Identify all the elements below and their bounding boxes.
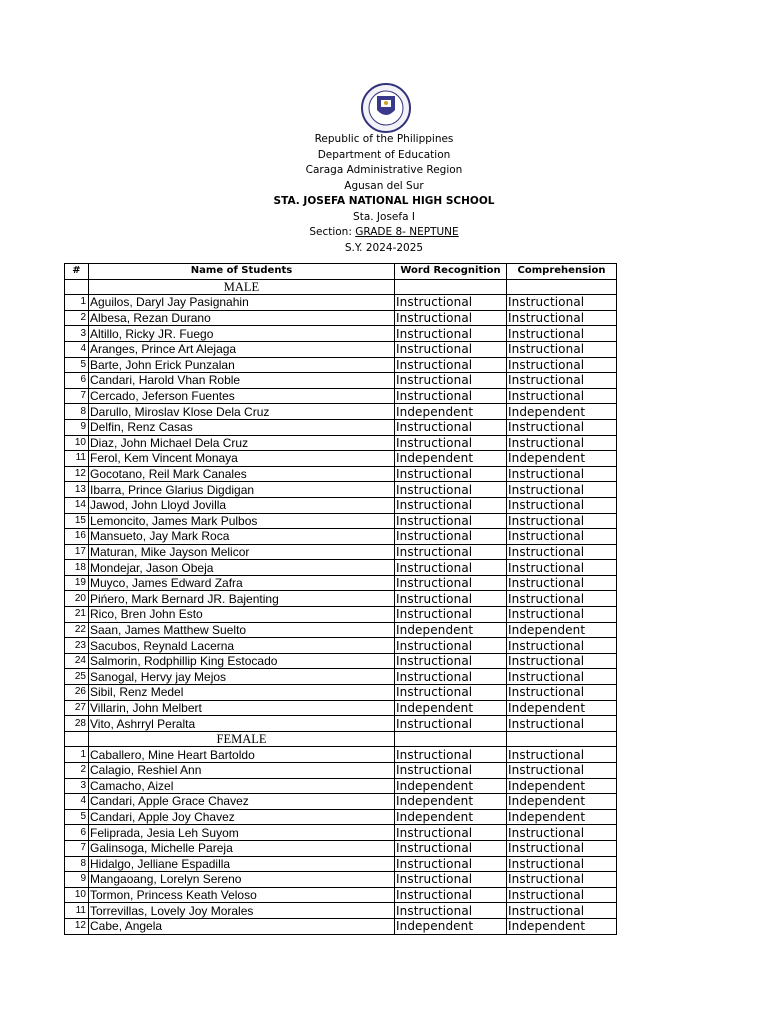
word-recognition-level: Instructional <box>395 497 507 513</box>
word-recognition-level: Instructional <box>395 653 507 669</box>
student-name: Camacho, Aizel <box>89 778 395 794</box>
column-header-comprehension: Comprehension <box>507 264 617 280</box>
word-recognition-level: Instructional <box>395 466 507 482</box>
word-recognition-level: Instructional <box>395 560 507 576</box>
row-number: 23 <box>65 638 89 654</box>
comprehension-level: Instructional <box>507 326 617 342</box>
student-name: Albesa, Rezan Durano <box>89 310 395 326</box>
word-recognition-level: Instructional <box>395 825 507 841</box>
comprehension-level: Instructional <box>507 482 617 498</box>
student-name: Sacubos, Reynald Lacerna <box>89 638 395 654</box>
row-number: 4 <box>65 341 89 357</box>
comprehension-level: Instructional <box>507 513 617 529</box>
student-name: Muyco, James Edward Zafra <box>89 575 395 591</box>
comprehension-level: Independent <box>507 778 617 794</box>
student-name: Pińero, Mark Bernard JR. Bajenting <box>89 591 395 607</box>
section-value: GRADE 8- NEPTUNE <box>355 226 459 238</box>
comprehension-level: Instructional <box>507 295 617 311</box>
group-empty-cell <box>395 731 507 747</box>
table-row <box>65 497 617 513</box>
word-recognition-level: Instructional <box>395 669 507 685</box>
comprehension-level: Instructional <box>507 840 617 856</box>
table-row <box>65 918 617 934</box>
table-row <box>65 591 617 607</box>
country-line: Republic of the Philippines <box>314 133 454 145</box>
table-row <box>65 560 617 576</box>
student-name: Mangaoang, Lorelyn Sereno <box>89 872 395 888</box>
student-name: Vito, Ashrryl Peralta <box>89 716 395 732</box>
student-name: Barte, John Erick Punzalan <box>89 357 395 373</box>
student-name: Mansueto, Jay Mark Roca <box>89 529 395 545</box>
comprehension-level: Instructional <box>507 856 617 872</box>
table-row <box>65 778 617 794</box>
comprehension-level: Instructional <box>507 747 617 763</box>
row-number: 7 <box>65 840 89 856</box>
student-name: Delfin, Renz Casas <box>89 419 395 435</box>
row-number: 9 <box>65 872 89 888</box>
row-number: 16 <box>65 529 89 545</box>
row-number: 1 <box>65 747 89 763</box>
word-recognition-level: Instructional <box>395 887 507 903</box>
student-name: Maturan, Mike Jayson Melicor <box>89 544 395 560</box>
column-header-number: # <box>65 264 89 280</box>
row-number: 14 <box>65 497 89 513</box>
table-body <box>65 279 617 934</box>
student-name: Caballero, Mine Heart Bartoldo <box>89 747 395 763</box>
word-recognition-level: Instructional <box>395 607 507 623</box>
table-row <box>65 685 617 701</box>
table-row <box>65 638 617 654</box>
row-number: 5 <box>65 809 89 825</box>
comprehension-level: Instructional <box>507 529 617 545</box>
row-number: 9 <box>65 419 89 435</box>
row-number: 1 <box>65 295 89 311</box>
word-recognition-level: Instructional <box>395 388 507 404</box>
column-header-word-recognition: Word Recognition <box>395 264 507 280</box>
row-number: 8 <box>65 404 89 420</box>
word-recognition-level: Instructional <box>395 638 507 654</box>
comprehension-level: Independent <box>507 918 617 934</box>
deped-seal-logo <box>347 82 425 134</box>
comprehension-level: Instructional <box>507 716 617 732</box>
comprehension-level: Independent <box>507 794 617 810</box>
table-row <box>65 763 617 779</box>
student-table <box>64 263 617 935</box>
row-number: 5 <box>65 357 89 373</box>
table-row <box>65 451 617 467</box>
row-number: 10 <box>65 887 89 903</box>
word-recognition-level: Instructional <box>395 544 507 560</box>
table-row <box>65 887 617 903</box>
row-number: 12 <box>65 918 89 934</box>
table-header-row <box>65 264 617 280</box>
row-number: 6 <box>65 825 89 841</box>
comprehension-level: Instructional <box>507 591 617 607</box>
student-name: Salmorin, Rodphillip King Estocado <box>89 653 395 669</box>
comprehension-level: Instructional <box>507 544 617 560</box>
word-recognition-level: Instructional <box>395 326 507 342</box>
student-name: Aranges, Prince Art Alejaga <box>89 341 395 357</box>
student-name: Jawod, John Lloyd Jovilla <box>89 497 395 513</box>
student-name: Mondejar, Jason Obeja <box>89 560 395 576</box>
table-row <box>65 794 617 810</box>
student-name: Diaz, John Michael Dela Cruz <box>89 435 395 451</box>
student-name: Darullo, Miroslav Klose Dela Cruz <box>89 404 395 420</box>
row-number: 12 <box>65 466 89 482</box>
word-recognition-level: Instructional <box>395 763 507 779</box>
school-name: STA. JOSEFA NATIONAL HIGH SCHOOL <box>273 195 495 207</box>
section-line <box>0 225 768 241</box>
student-name: Altillo, Ricky JR. Fuego <box>89 326 395 342</box>
student-name: Galinsoga, Michelle Pareja <box>89 840 395 856</box>
word-recognition-level: Independent <box>395 794 507 810</box>
table-row <box>65 747 617 763</box>
student-name: Lemoncito, James Mark Pulbos <box>89 513 395 529</box>
student-name: Candari, Apple Joy Chavez <box>89 809 395 825</box>
comprehension-level: Instructional <box>507 825 617 841</box>
row-number: 25 <box>65 669 89 685</box>
word-recognition-level: Independent <box>395 700 507 716</box>
student-name: Calagio, Reshiel Ann <box>89 763 395 779</box>
table-row <box>65 903 617 919</box>
word-recognition-level: Instructional <box>395 872 507 888</box>
student-name: Cabe, Angela <box>89 918 395 934</box>
student-name: Torrevillas, Lovely Joy Morales <box>89 903 395 919</box>
student-name: Saan, James Matthew Suelto <box>89 622 395 638</box>
table-row <box>65 575 617 591</box>
comprehension-level: Instructional <box>507 669 617 685</box>
table-row <box>65 653 617 669</box>
student-name: Ferol, Kem Vincent Monaya <box>89 451 395 467</box>
word-recognition-level: Instructional <box>395 482 507 498</box>
word-recognition-level: Instructional <box>395 575 507 591</box>
comprehension-level: Instructional <box>507 357 617 373</box>
comprehension-level: Instructional <box>507 560 617 576</box>
row-number: 8 <box>65 856 89 872</box>
row-number: 10 <box>65 435 89 451</box>
section-label: Section: <box>309 226 356 238</box>
table-row <box>65 840 617 856</box>
student-name: Candari, Harold Vhan Roble <box>89 373 395 389</box>
comprehension-level: Instructional <box>507 310 617 326</box>
word-recognition-level: Instructional <box>395 903 507 919</box>
table-row <box>65 856 617 872</box>
table-row <box>65 622 617 638</box>
table-row <box>65 544 617 560</box>
table-row <box>65 513 617 529</box>
row-number: 6 <box>65 373 89 389</box>
word-recognition-level: Instructional <box>395 419 507 435</box>
student-name: Candari, Apple Grace Chavez <box>89 794 395 810</box>
row-number: 13 <box>65 482 89 498</box>
comprehension-level: Instructional <box>507 638 617 654</box>
word-recognition-level: Instructional <box>395 840 507 856</box>
table-row <box>65 404 617 420</box>
comprehension-level: Independent <box>507 700 617 716</box>
row-number: 20 <box>65 591 89 607</box>
table-row <box>65 466 617 482</box>
comprehension-level: Instructional <box>507 607 617 623</box>
student-name: Felipradа, Jesia Leh Suyom <box>89 825 395 841</box>
word-recognition-level: Instructional <box>395 373 507 389</box>
row-number: 15 <box>65 513 89 529</box>
table-row <box>65 357 617 373</box>
row-number: 18 <box>65 560 89 576</box>
table-row <box>65 872 617 888</box>
word-recognition-level: Independent <box>395 778 507 794</box>
word-recognition-level: Independent <box>395 404 507 420</box>
row-number: 11 <box>65 903 89 919</box>
table-row <box>65 669 617 685</box>
comprehension-level: Independent <box>507 451 617 467</box>
word-recognition-level: Instructional <box>395 529 507 545</box>
comprehension-level: Instructional <box>507 466 617 482</box>
table-row <box>65 310 617 326</box>
group-label: FEMALE <box>89 731 395 747</box>
comprehension-level: Instructional <box>507 903 617 919</box>
region-line: Caraga Administrative Region <box>305 164 463 176</box>
comprehension-level: Instructional <box>507 373 617 389</box>
comprehension-level: Independent <box>507 622 617 638</box>
student-name: Ibarra, Prince Glarius Digdigan <box>89 482 395 498</box>
student-name: Cercado, Jeferson Fuentes <box>89 388 395 404</box>
word-recognition-level: Instructional <box>395 513 507 529</box>
table-row <box>65 388 617 404</box>
table-row <box>65 419 617 435</box>
word-recognition-level: Independent <box>395 918 507 934</box>
student-name: Villarin, John Melbert <box>89 700 395 716</box>
group-label: MALE <box>89 279 395 295</box>
row-number: 2 <box>65 310 89 326</box>
column-header-name: Name of Students <box>89 264 395 280</box>
word-recognition-level: Instructional <box>395 435 507 451</box>
word-recognition-level: Instructional <box>395 357 507 373</box>
row-number: 11 <box>65 451 89 467</box>
word-recognition-level: Independent <box>395 809 507 825</box>
group-empty-cell <box>507 731 617 747</box>
table-row <box>65 482 617 498</box>
word-recognition-level: Instructional <box>395 716 507 732</box>
table-row <box>65 809 617 825</box>
row-number: 2 <box>65 763 89 779</box>
table-row <box>65 825 617 841</box>
table-row <box>65 716 617 732</box>
word-recognition-level: Instructional <box>395 856 507 872</box>
comprehension-level: Independent <box>507 404 617 420</box>
table-row <box>65 341 617 357</box>
word-recognition-level: Instructional <box>395 341 507 357</box>
student-name: Aguilos, Daryl Jay Pasignahin <box>89 295 395 311</box>
comprehension-level: Instructional <box>507 653 617 669</box>
group-header-row <box>65 279 617 295</box>
row-number: 26 <box>65 685 89 701</box>
word-recognition-level: Instructional <box>395 591 507 607</box>
comprehension-level: Instructional <box>507 887 617 903</box>
word-recognition-level: Independent <box>395 451 507 467</box>
table-row <box>65 373 617 389</box>
document-header <box>0 132 768 256</box>
row-number: 3 <box>65 326 89 342</box>
table-row <box>65 529 617 545</box>
group-empty-cell <box>395 279 507 295</box>
district-line: Sta. Josefa I <box>353 210 415 223</box>
table-row <box>65 700 617 716</box>
student-name: Hidalgo, Jelliane Espadilla <box>89 856 395 872</box>
row-number: 22 <box>65 622 89 638</box>
table-row <box>65 295 617 311</box>
word-recognition-level: Instructional <box>395 295 507 311</box>
table-row <box>65 435 617 451</box>
table-row <box>65 326 617 342</box>
school-year-line: S.Y. 2024-2025 <box>344 241 424 254</box>
group-number-cell <box>65 731 89 747</box>
word-recognition-level: Instructional <box>395 310 507 326</box>
comprehension-level: Instructional <box>507 341 617 357</box>
row-number: 4 <box>65 794 89 810</box>
student-name: Gocotano, Reil Mark Canales <box>89 466 395 482</box>
department-line: Department of Education <box>317 148 451 161</box>
word-recognition-level: Instructional <box>395 685 507 701</box>
row-number: 3 <box>65 778 89 794</box>
row-number: 27 <box>65 700 89 716</box>
student-name: Sanogal, Hervy jay Mejos <box>89 669 395 685</box>
student-name: Tormon, Princess Keath Veloso <box>89 887 395 903</box>
word-recognition-level: Instructional <box>395 747 507 763</box>
row-number: 19 <box>65 575 89 591</box>
row-number: 7 <box>65 388 89 404</box>
comprehension-level: Independent <box>507 809 617 825</box>
table-row <box>65 607 617 623</box>
comprehension-level: Instructional <box>507 685 617 701</box>
student-name: Rico, Bren John Esto <box>89 607 395 623</box>
row-number: 21 <box>65 607 89 623</box>
comprehension-level: Instructional <box>507 497 617 513</box>
comprehension-level: Instructional <box>507 435 617 451</box>
group-empty-cell <box>507 279 617 295</box>
group-header-row <box>65 731 617 747</box>
comprehension-level: Instructional <box>507 419 617 435</box>
row-number: 17 <box>65 544 89 560</box>
comprehension-level: Instructional <box>507 872 617 888</box>
comprehension-level: Instructional <box>507 388 617 404</box>
comprehension-level: Instructional <box>507 763 617 779</box>
province-line: Agusan del Sur <box>344 179 424 192</box>
comprehension-level: Instructional <box>507 575 617 591</box>
row-number: 28 <box>65 716 89 732</box>
student-name: Sibil, Renz Medel <box>89 685 395 701</box>
row-number: 24 <box>65 653 89 669</box>
word-recognition-level: Independent <box>395 622 507 638</box>
group-number-cell <box>65 279 89 295</box>
